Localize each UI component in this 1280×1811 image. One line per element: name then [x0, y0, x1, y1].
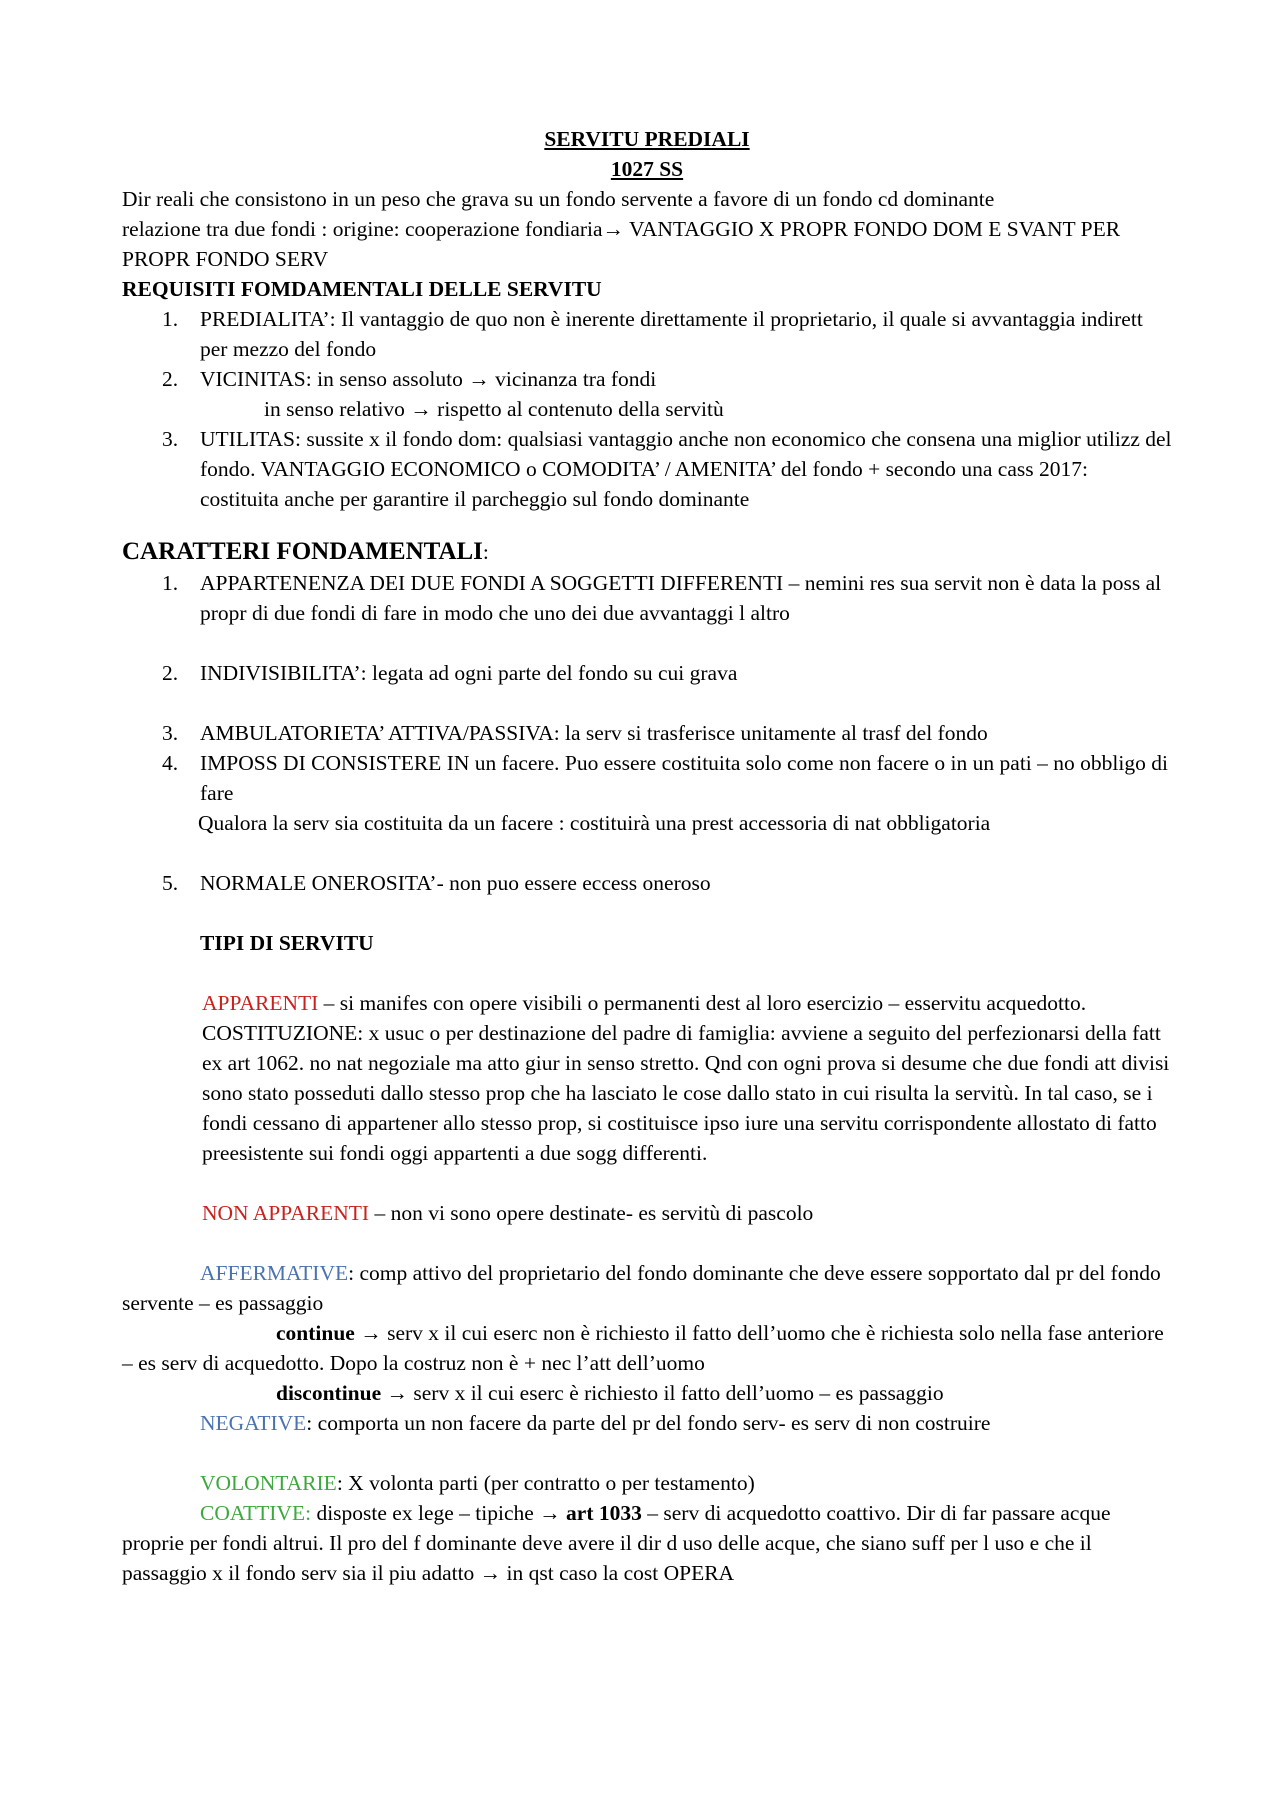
volontarie-text: : X volonta parti (per contratto o per testamento) [336, 1471, 755, 1495]
negative-paragraph [122, 1408, 1172, 1438]
continue-label: continue [276, 1321, 355, 1345]
non-apparenti-text: – non vi sono opere destinate- es servitù di pascolo [369, 1201, 814, 1225]
list-item [122, 718, 1172, 748]
list-item [122, 424, 1172, 514]
volontarie-label: VOLONTARIE [200, 1471, 337, 1495]
caratteri-heading [122, 536, 1172, 568]
coattive-text-1: disposte ex lege – tipiche → [311, 1501, 567, 1525]
intro-line-2: relazione tra due fondi : origine: cooperazione fondiaria→ VANTAGGIO X PROPR FONDO DOM E SVANT PER PROPR FONDO SERV [122, 217, 1121, 271]
item-text: NORMALE ONEROSITA’- non puo essere eccess oneroso [200, 871, 711, 895]
item-text: INDIVISIBILITA’: legata ad ogni parte del fondo su cui grava [200, 661, 738, 685]
caratteri-colon: : [482, 540, 489, 564]
item-number: 1. [162, 307, 179, 331]
caratteri-list [122, 568, 1172, 898]
coattive-label: COATTIVE: [200, 1501, 312, 1525]
item-number: 1. [162, 571, 179, 595]
item-text: VICINITAS: in senso assoluto → vicinanza tra fondi [200, 367, 657, 391]
intro-line-1: Dir reali che consistono in un peso che grava su un fondo servente a favore di un fondo cd dominante [122, 187, 995, 211]
coattive-text-2: – serv di acquedotto coattivo. Dir di far passare acque proprie per fondi altrui. Il pro del f dominante deve avere il dir d uso delle acque, che siano suff per l uso e che il passaggio x il fondo serv sia il piu adatto → in qst caso la cost OPERA [122, 1501, 1111, 1585]
item-number: 3. [162, 721, 179, 745]
coattive-article: art 1033 [566, 1501, 642, 1525]
item-text: PREDIALITA’: Il vantaggio de quo non è inerente direttamente il proprietario, il quale si avvantaggia indirett per mezzo del fondo [200, 307, 1143, 361]
list-item [122, 364, 1172, 394]
affermative-label: AFFERMATIVE [200, 1261, 349, 1285]
apparenti-paragraph [122, 988, 1172, 1168]
caratteri-heading-text: CARATTERI FONDAMENTALI [122, 538, 483, 565]
item-number: 3. [162, 427, 179, 451]
list-item [122, 658, 1172, 688]
item-text: UTILITAS: sussite x il fondo dom: qualsiasi vantaggio anche non economico che consena una miglior utilizz del fondo. VANTAGGIO ECONOMICO o COMODITA’ / AMENITA’ del fondo + secondo una cass 2017: costituita anche per garantire il parcheggio sul fondo dominante [200, 427, 1172, 511]
requisiti-list [122, 304, 1172, 514]
item-number: 2. [162, 367, 179, 391]
negative-text: : comporta un non facere da parte del pr del fondo serv- es serv di non costruire [306, 1411, 991, 1435]
document-page [122, 124, 1172, 1588]
doc-subtitle: 1027 SS [610, 157, 684, 181]
list-item [122, 568, 1172, 628]
discontinue-text: → serv x il cui eserc è richiesto il fatto dell’uomo – es passaggio [381, 1381, 944, 1405]
discontinue-paragraph [122, 1378, 1172, 1408]
apparenti-text: – si manifes con opere visibili o permanenti dest al loro esercizio – esservitu acquedotto. COSTITUZIONE: x usuc o per destinazione del padre di famiglia: avviene a seguito del perfezionarsi della fatt ex art 1062. no nat negoziale ma atto giur in senso stretto. Qnd con ogni prova si desume che due fondi att divisi sono stato posseduti dallo stesso prop che ha lasciato le cose dallo stato in cui risulta la servitù. In tal caso, se i fondi cessano di appartener allo stesso prop, si costituisce ipso iure una servitu corrispondente allostato di fatto preesistente sui fondi oggi appartenti a due sogg differenti. [202, 991, 1170, 1165]
volontarie-paragraph [122, 1468, 1172, 1498]
affermative-text: : comp attivo del proprietario del fondo dominante che deve essere sopportato dal pr del fondo servente – es passaggio [122, 1261, 1161, 1315]
doc-title: SERVITU PREDIALI [544, 127, 750, 151]
vicinitas-sub-line: in senso relativo → rispetto al contenuto della servitù [264, 397, 724, 421]
continue-text: → serv x il cui eserc non è richiesto il fatto dell’uomo che è richiesta solo nella fase anteriore – es serv di acquedotto. Dopo la costruz non è + nec l’att dell’uomo [122, 1321, 1164, 1375]
non-apparenti-label: NON APPARENTI [202, 1201, 370, 1225]
discontinue-label: discontinue [276, 1381, 382, 1405]
requisiti-heading: REQUISITI FOMDAMENTALI DELLE SERVITU [122, 277, 602, 301]
item-text: IMPOSS DI CONSISTERE IN un facere. Puo essere costituita solo come non facere o in un pati – no obbligo di fare [200, 751, 1168, 805]
item-number: 5. [162, 871, 179, 895]
non-apparenti-paragraph [122, 1198, 1172, 1228]
list-item [122, 868, 1172, 898]
negative-label: NEGATIVE [200, 1411, 307, 1435]
apparenti-label: APPARENTI [202, 991, 319, 1015]
affermative-paragraph [122, 1258, 1172, 1318]
item-text: APPARTENENZA DEI DUE FONDI A SOGGETTI DIFFERENTI – nemini res sua servit non è data la poss al propr di due fondi di fare in modo che uno dei due avvantaggi l altro [200, 571, 1162, 625]
item-number: 4. [162, 751, 179, 775]
spacer [122, 628, 1172, 658]
item-text: AMBULATORIETA’ ATTIVA/PASSIVA: la serv si trasferisce unitamente al trasf del fondo [200, 721, 988, 745]
spacer [122, 838, 1172, 868]
list-item [122, 748, 1172, 808]
spacer [122, 688, 1172, 718]
tipi-heading: TIPI DI SERVITU [200, 931, 374, 955]
continue-paragraph [122, 1318, 1172, 1378]
item-number: 2. [162, 661, 179, 685]
list-item [122, 304, 1172, 364]
item4-sub-line: Qualora la serv sia costituita da un facere : costituirà una prest accessoria di nat obbligatoria [198, 811, 991, 835]
coattive-paragraph [122, 1498, 1172, 1588]
